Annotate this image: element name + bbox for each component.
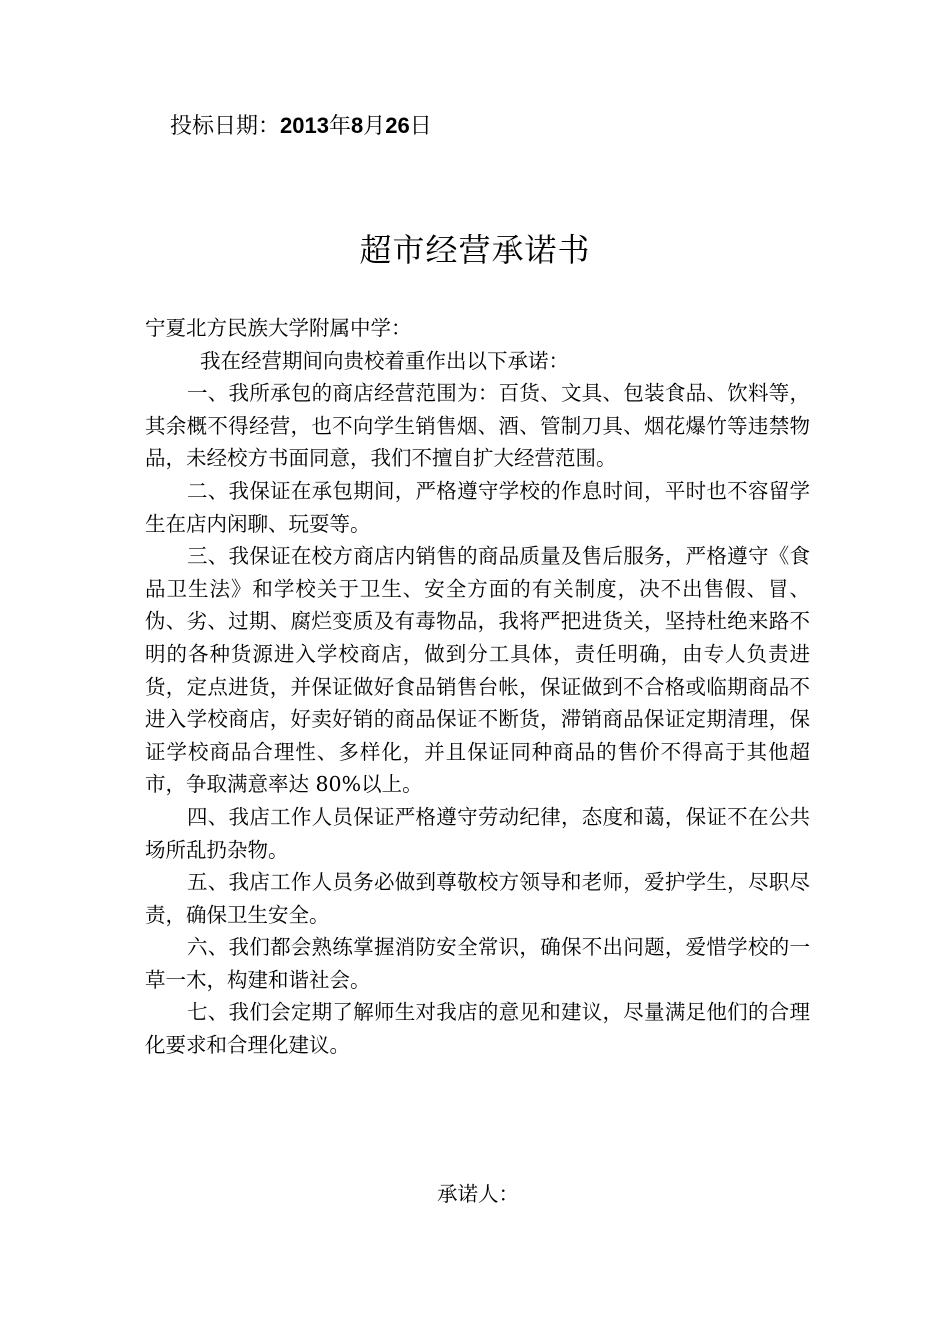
document-body [145, 312, 810, 1062]
bid-date-year: 2013 [280, 113, 329, 138]
clause-5: 五、我店工作人员务必做到尊敬校方领导和老师，爱护学生，尽职尽责，确保卫生安全。 [145, 870, 810, 927]
bid-date-label: 投标日期： [170, 114, 281, 139]
bid-date-month: 8 [350, 113, 364, 138]
intro-paragraph: 我在经营期间向贵校着重作出以下承诺： [200, 348, 569, 373]
clause-3: 三、我保证在校方商店内销售的商品质量及售后服务，严格遵守《食品卫生法》和学校关于卫生、安全方面的有关制度，决不出售假、冒、伪、劣、过期、腐烂变质及有毒物品，我将严把进货关，坚持杜绝来路不明的各种货源进入学校商店，做到分工具体，责任明确，由专人负责进货，定点进货，并保证做好食品销售台帐，保证做到不合格或临期商品不进入学校商店，好卖好销的商品保证不断货，滞销商品保证定期清理，保证学校商品合理性、多样化，并且保证同种商品的售价不得高于其他超市，争取满意率达 80%以上。 [145, 544, 810, 797]
signature-label: 承诺人： [437, 1182, 519, 1206]
clause-1: 一、我所承包的商店经营范围为：百货、文具、包装食品、饮料等，其余概不得经营，也不向学生销售烟、酒、管制刀具、烟花爆竹等违禁物品，未经校方书面同意，我们不擅自扩大经营范围。 [145, 381, 810, 471]
clause-4: 四、我店工作人员保证严格遵守劳动纪律，态度和蔼，保证不在公共场所乱扔杂物。 [145, 804, 810, 862]
bid-date-day: 26 [385, 113, 410, 138]
addressee: 宁夏北方民族大学附属中学： [145, 316, 412, 340]
clause-6: 六、我们都会熟练掌握消防安全常识，确保不出问题，爱惜学校的一草一木，构建和谐社会。 [145, 935, 810, 992]
bid-date-year-unit: 年 [328, 114, 351, 139]
bid-date-month-unit: 月 [363, 114, 386, 139]
bid-date [170, 108, 432, 145]
clause-7: 七、我们会定期了解师生对我店的意见和建议，尽量满足他们的合理化要求和合理化建议。 [145, 1000, 810, 1058]
bid-date-day-unit: 日 [409, 114, 432, 139]
document-title: 超市经营承诺书 [359, 231, 591, 269]
clause-2: 二、我保证在承包期间，严格遵守学校的作息时间，平时也不容留学生在店内闲聊、玩耍等。 [145, 478, 810, 536]
